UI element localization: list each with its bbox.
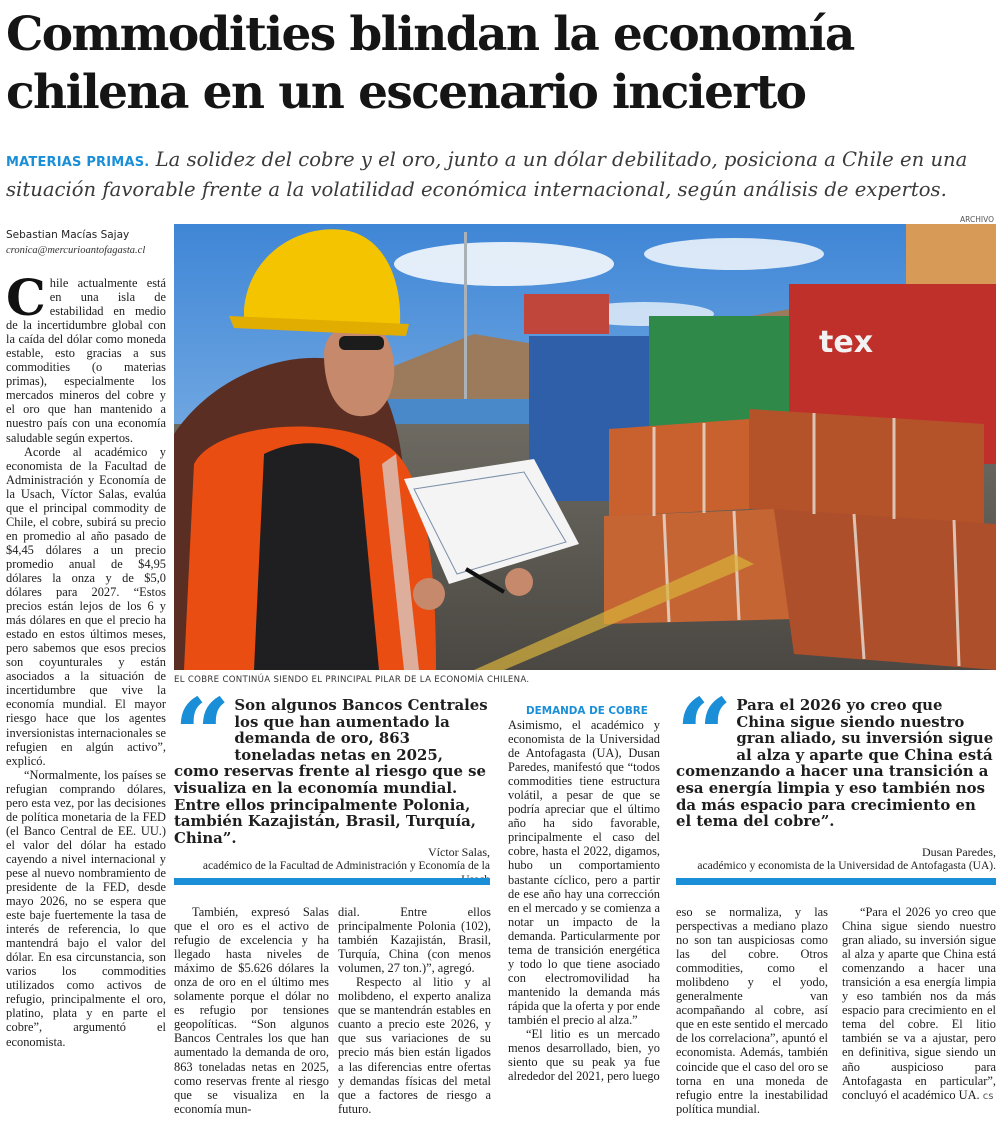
subheading: DEMANDA DE COBRE: [526, 705, 648, 717]
quote-author-role: académico de la Facultad de Administración y Economía de la: [202, 860, 490, 872]
body-column-3: [338, 905, 491, 1116]
drop-cap: C: [6, 268, 46, 327]
pull-quote-text: Son algunos Bancos Centrales los que han aumentado la demanda de oro, 863 toneladas netas en 2025, como reservas frente al riesgo que se visualiza en la economía mundial. Entre ellos principalmente Polonia, también Kazajistán, Brasil, Turquía, China”.: [174, 696, 488, 847]
black-shirt: [254, 443, 379, 670]
cloud: [394, 242, 614, 286]
deck: [6, 146, 996, 203]
body-column-1: [6, 268, 166, 1049]
end-mark-icon: cs: [982, 1090, 994, 1102]
photo-caption: EL COBRE CONTINÚA SIENDO EL PRINCIPAL PILAR DE LA ECONOMÍA CHILENA.: [174, 675, 530, 685]
deck-text: La solidez del cobre y el oro, junto a un dólar debilitado, posiciona a Chile en una situación favorable frente a la volatilidad económica internacional, según análisis de expertos.: [6, 148, 968, 201]
copper-stack: [609, 419, 749, 516]
body-column-2: [174, 905, 329, 1116]
paragraph: “Para el 2026 yo creo que China sigue siendo nuestro gran aliado, su inversión sigue al alza y aparte que China está comenzando a hacer una transición a esa energía limpia y eso también nos da más espacio para crecimiento en el tema del cobre. El litio también se va a ajustar, pero en definitiva, sigue siendo un año auspicioso para Antofagasta en particular”, concluyó el académico UA. cs: [842, 905, 996, 1102]
quote-mark-icon: “: [174, 678, 225, 793]
accent-rule: [676, 878, 996, 885]
author-email[interactable]: cronica@mercurioantofagasta.cl: [6, 245, 146, 256]
container-label: tex: [819, 325, 874, 360]
paragraph: eso se normaliza, y las perspectivas a mediano plazo no son tan auspiciosas como las del cobre. Otros commodities, como el molibdeno y el yodo, generalmente van acompañando al cobre, así que en este sentido el mercado de los correlaciona”, apuntó el economista. Además, también coincide que el caso del oro se torna en una moneda de refugio entre la inestabilidad política mundial.: [676, 905, 828, 1116]
pull-quote-text: Para el 2026 yo creo que China sigue siendo nuestro gran aliado, su inversión sigue al alza y aparte que China está comenzando a hacer una transición a esa energía limpia y eso también nos da más espacio para crecimiento en el tema del cobre”.: [676, 696, 994, 831]
cloud: [644, 238, 824, 270]
body-column-4: [508, 704, 660, 1083]
paragraph: Respecto al litio y al molibdeno, el experto analiza que se mantendrán estables en cuanto a precio este 2026, y que sus variaciones de su precio más bien están ligados a las diferencias entre ofertas y demandas físicas del metal que a factores de riesgo a futuro.: [338, 975, 491, 1116]
paragraph: Asimismo, el académico y economista de la Universidad de Antofagasta (UA), Dusan Paredes, manifestó que “todos commodities tiene estructura volátil, a pesar de que se podría apreciar que el último año ha sido favorable, principalmente el caso del cobre, hasta el 2022, digamos, hubo un comportamiento bastante cíclico, pero a partir de ese año hay una corrección en el mercado y se comienza a notar un impacto de la demanda. Particularmente por tema de transición energética y todo lo que tiene asociado con electromovilidad ha mantenido la demanda más rápida que la oferta y por ende también el precio al alza.”: [508, 718, 660, 1027]
photo-illustration: [174, 224, 996, 670]
building: [524, 294, 609, 334]
headline-line-2: chilena en un escenario incierto: [6, 65, 806, 120]
paragraph: También, expresó Salas que el oro es el activo de refugio de excelencia y ha llegado hasta niveles de máximo de $5.626 dólares la onza de oro en el último mes solamente porque el dólar no es refugio por tensiones geopolíticas. “Son algunos Bancos Centrales los que han aumentado la demanda de oro, 863 toneladas netas en 2025, como reservas frente al riesgo que se visualiza en la economía mun-: [174, 905, 329, 1116]
photo-credit: ARCHIVO: [960, 215, 994, 224]
headline-line-1: Commodities blindan la economía: [6, 7, 854, 62]
author-name: Sebastian Macías Sajay: [6, 229, 130, 241]
hand: [505, 568, 533, 596]
paragraph: Chile actualmente está en una isla de estabilidad en medio de la incertidumbre global con la caída del dólar como moneda estable, esto gracias a sus commodities (o materias primas), especialmente los mercados mineros del cobre y el oro que han mantenido a nuestro país con una economía saludable según expertos.: [6, 268, 166, 445]
headline: [6, 6, 996, 122]
quote-attribution-paredes: [676, 845, 996, 873]
quote-author: Víctor Salas,: [428, 845, 490, 859]
paragraph: dial. Entre ellos principalmente Polonia (102), también Kazajistán, Brasil, Turquía, China (con menos volumen, 27 ton.)”, agregó.: [338, 905, 491, 976]
quote-author: Dusan Paredes,: [922, 845, 996, 859]
paragraph: “Normalmente, los países se refugian comprando dólares, pero esta vez, por las decisiones de política monetaria de la FED (el Banco Central de EE. UU.) el valor del dólar ha estado cayendo a nivel internacional y pese al nuevo nombramiento de presidente de la FED, desde mayo 2026, no se espera que este baje fuertemente la tasa de interés de referencia, lo que mantendrá bajo el valor del dólar. En esa circunstancia, son varios los commodities utilizados como activos de refugio, principalmente el oro, platino, plata y en parte el cobre”, argumentó el economista.: [6, 767, 166, 1049]
copper-stack: [774, 509, 996, 670]
light-pole: [464, 232, 467, 422]
paragraph: “El litio es un mercado menos desarrollado, bien, yo siento que su peak ya fue alrededor del 2021, pero luego: [508, 1027, 660, 1084]
hand: [413, 578, 445, 610]
body-column-5: [676, 905, 828, 1116]
sunglasses: [339, 336, 384, 350]
paragraph: Acorde al académico y economista de la Facultad de Administración y Economía de la Usach, Víctor Salas, evalúa que el principal commodity de Chile, el cobre, subirá su precio en promedio al año pasado de $4,45 dólares a un precio promedio anual de $4,95 dólares la onza y de $5,0 dólares para 2027. “Estos precios están lejos de los 6 y más dólares en que el precio ha estado en estos últimos meses, pero sabemos que esos precios son coyunturales y están asociados a la situación de incertidumbre que vive la economía mundial. El mayor riesgo hace que los agentes inversionistas internacionales se refugien en algún activo”, explicó.: [6, 444, 166, 768]
byline: [6, 228, 166, 258]
quote-author-role: académico y economista de la Universidad de Antofagasta (UA).: [697, 860, 996, 872]
quote-mark-icon: “: [676, 678, 727, 793]
body-column-6: [842, 905, 996, 1104]
pull-quote-paredes: [676, 678, 996, 831]
article-photo: [174, 224, 996, 670]
accent-rule: [174, 878, 490, 885]
copper-stack: [749, 409, 984, 524]
kicker: MATERIAS PRIMAS.: [6, 155, 150, 170]
